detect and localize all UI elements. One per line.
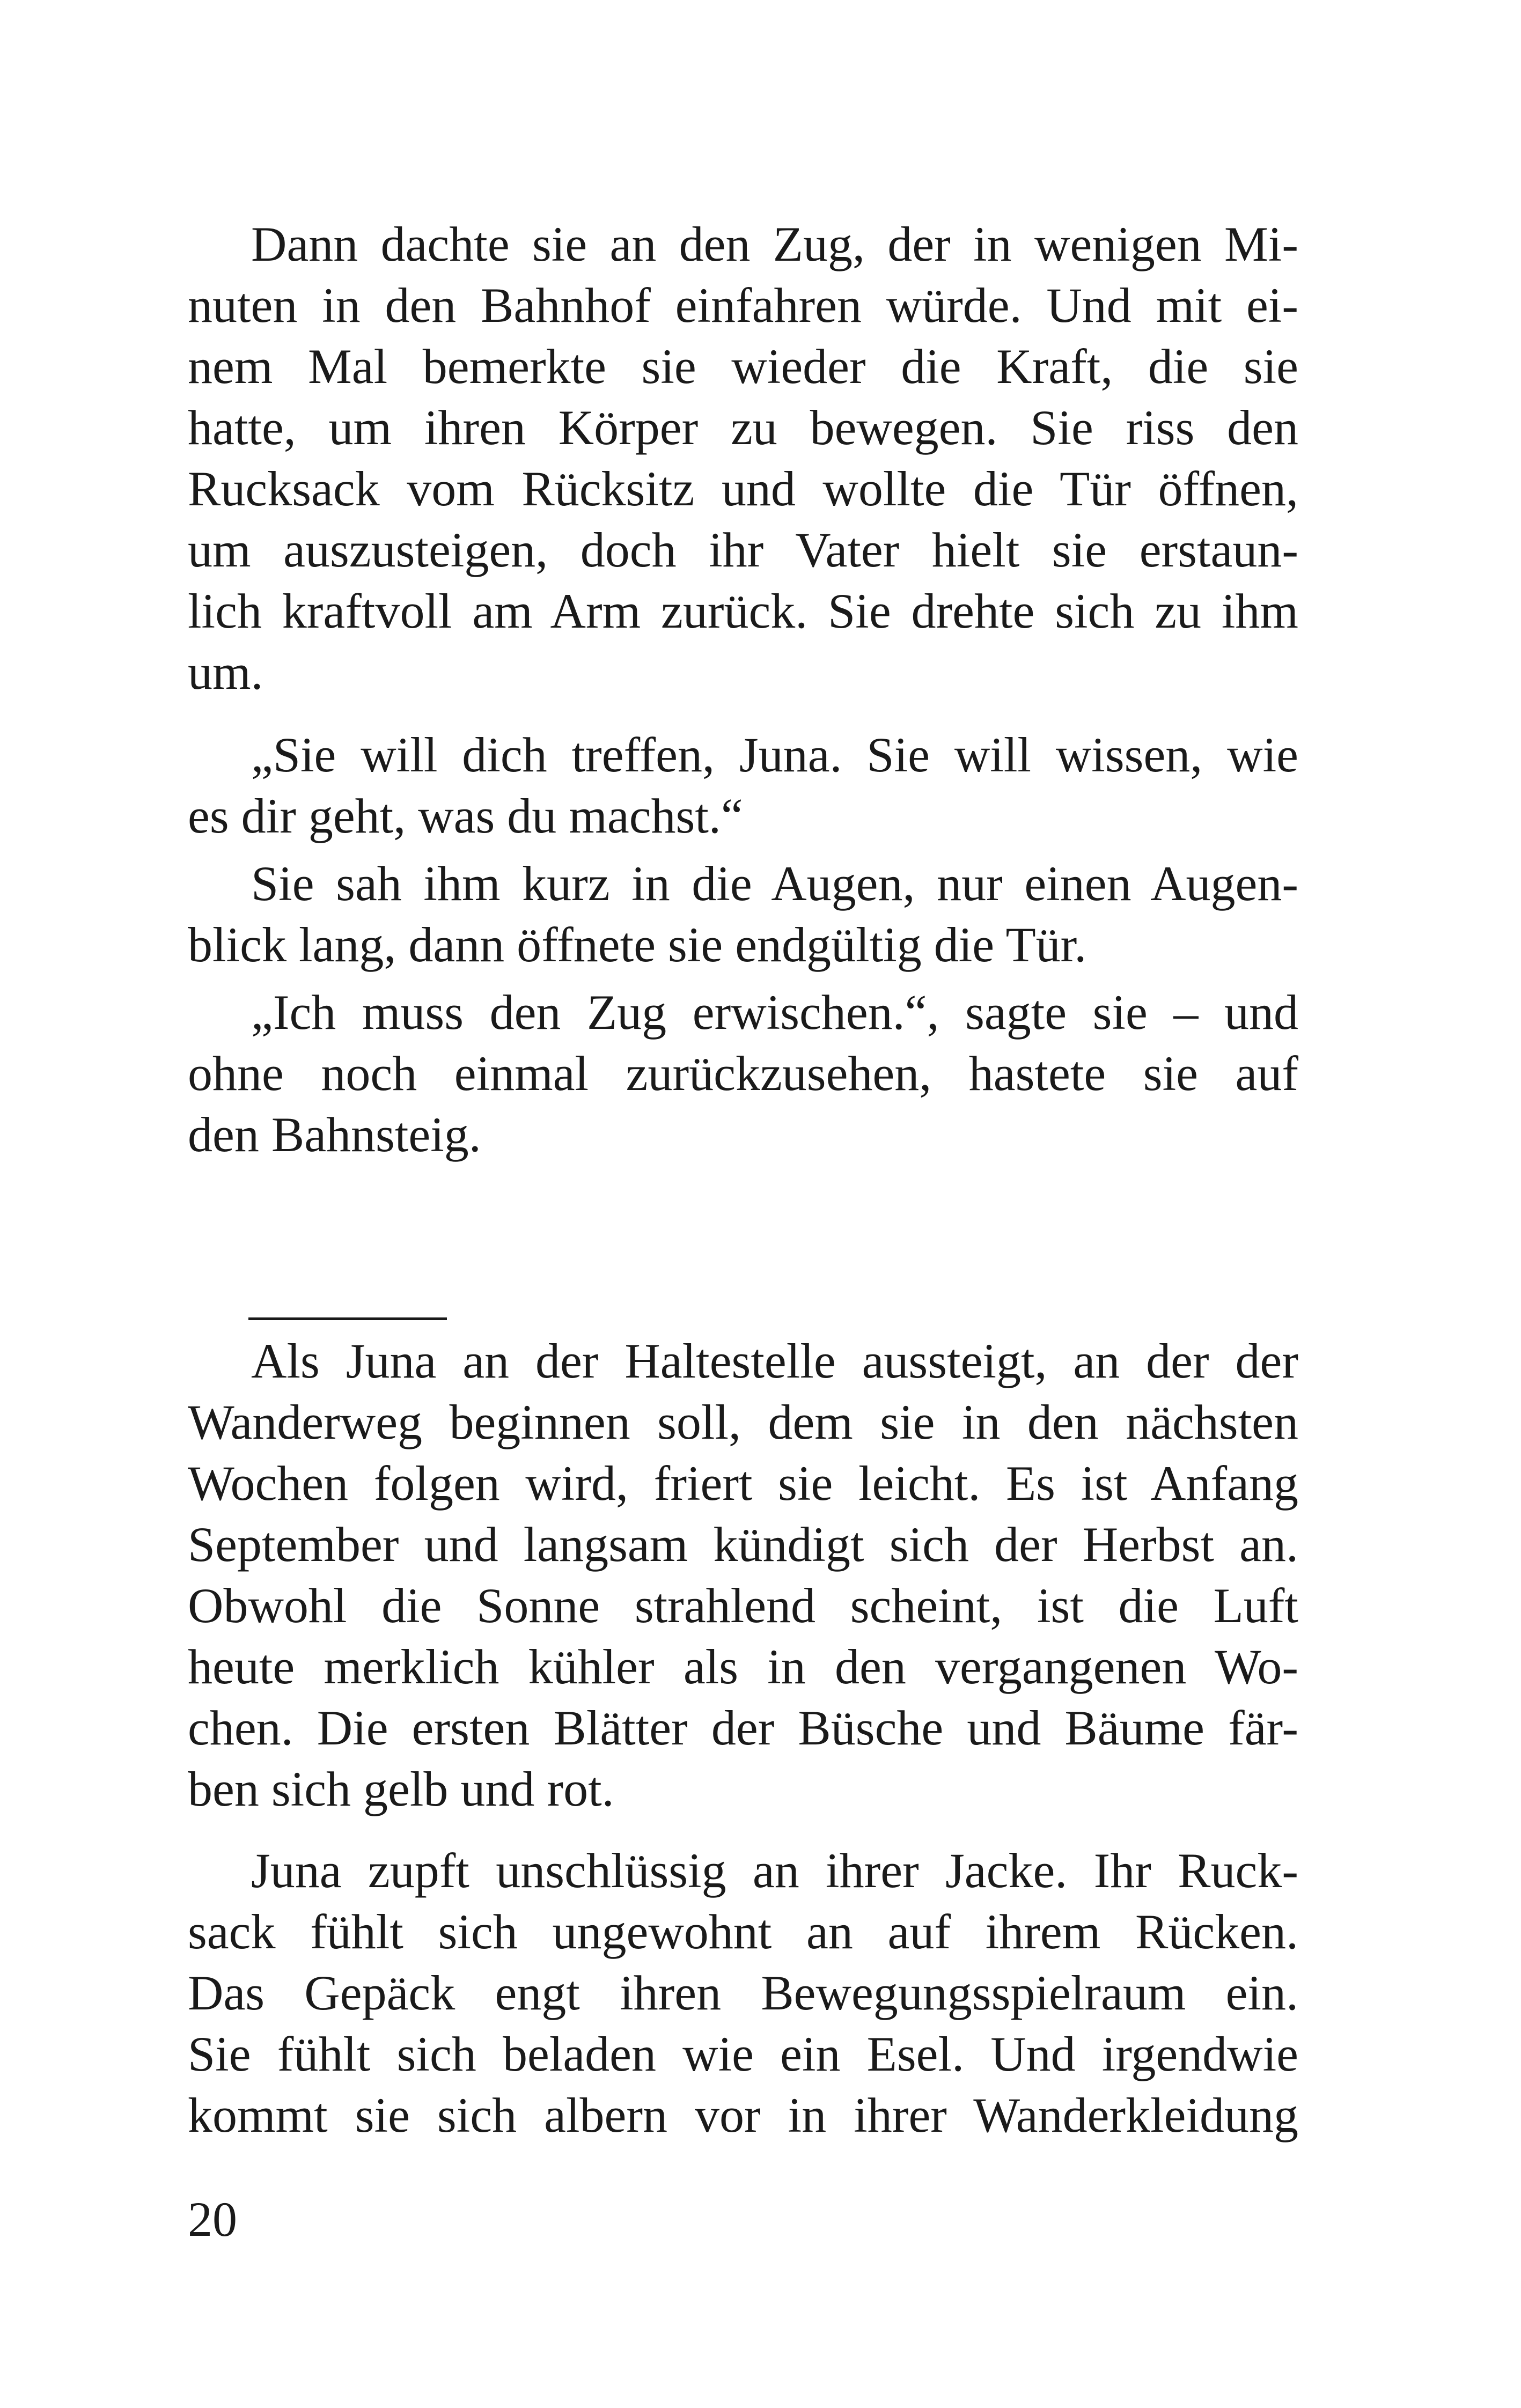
text-line: blick lang, dann öffnete sie endgültig die Tür. [188,917,1087,972]
text-line: Rucksack vom Rücksitz und wollte die Tür öffnen, [188,461,1298,516]
text-line: Als Juna an der Haltestelle aussteigt, an der der [251,1334,1298,1388]
text-line: es dir geht, was du machst.“ [188,789,743,843]
text-line: „Sie will dich treffen, Juna. Sie will wissen, wie [251,727,1298,782]
text-line: chen. Die ersten Blätter der Büsche und Bäume fär- [188,1700,1298,1755]
text-line: Das Gepäck engt ihren Bewegungsspielraum ein. [188,1965,1298,2020]
section-divider [248,1317,447,1320]
text-line: hatte, um ihren Körper zu bewegen. Sie riss den [188,400,1298,455]
paragraph [188,853,1298,975]
paragraph [188,1840,1298,2146]
text-line: ben sich gelb und rot. [188,1762,614,1816]
text-line: heute merklich kühler als in den vergangenen Wo- [188,1639,1298,1694]
paragraph [188,213,1298,703]
paragraph [188,1330,1298,1820]
text-line: um auszusteigen, doch ihr Vater hielt sie erstaun- [188,522,1298,577]
text-line: um. [188,645,263,699]
text-line: lich kraftvoll am Arm zurück. Sie drehte sich zu ihm [188,584,1298,638]
page-number: 20 [188,2192,237,2247]
text-line: Sie sah ihm kurz in die Augen, nur einen Augen- [251,856,1298,911]
text-line: Obwohl die Sonne strahlend scheint, ist die Luft [188,1578,1298,1633]
text-line: Sie fühlt sich beladen wie ein Esel. Und irgendwie [188,2027,1298,2081]
text-line: Wanderweg beginnen soll, dem sie in den nächsten [188,1395,1298,1449]
text-line: den Bahnsteig. [188,1107,481,1162]
text-line: September und langsam kündigt sich der Herbst an. [188,1517,1298,1572]
text-line: kommt sie sich albern vor in ihrer Wanderkleidung [188,2088,1298,2142]
text-line: Dann dachte sie an den Zug, der in wenigen Mi- [251,217,1298,271]
paragraph [188,982,1298,1165]
text-line: Wochen folgen wird, friert sie leicht. Es ist Anfang [188,1456,1298,1511]
text-line: ohne noch einmal zurückzusehen, hastete sie auf [188,1046,1298,1101]
text-line: nem Mal bemerkte sie wieder die Kraft, die sie [188,339,1298,394]
text-line: Juna zupft unschlüssig an ihrer Jacke. Ihr Ruck- [251,1843,1298,1898]
paragraph [188,724,1298,846]
text-line: sack fühlt sich ungewohnt an auf ihrem Rücken. [188,1904,1298,1959]
text-line: nuten in den Bahnhof einfahren würde. Und mit ei- [188,278,1298,333]
text-line: „Ich muss den Zug erwischen.“, sagte sie – und [251,985,1298,1040]
